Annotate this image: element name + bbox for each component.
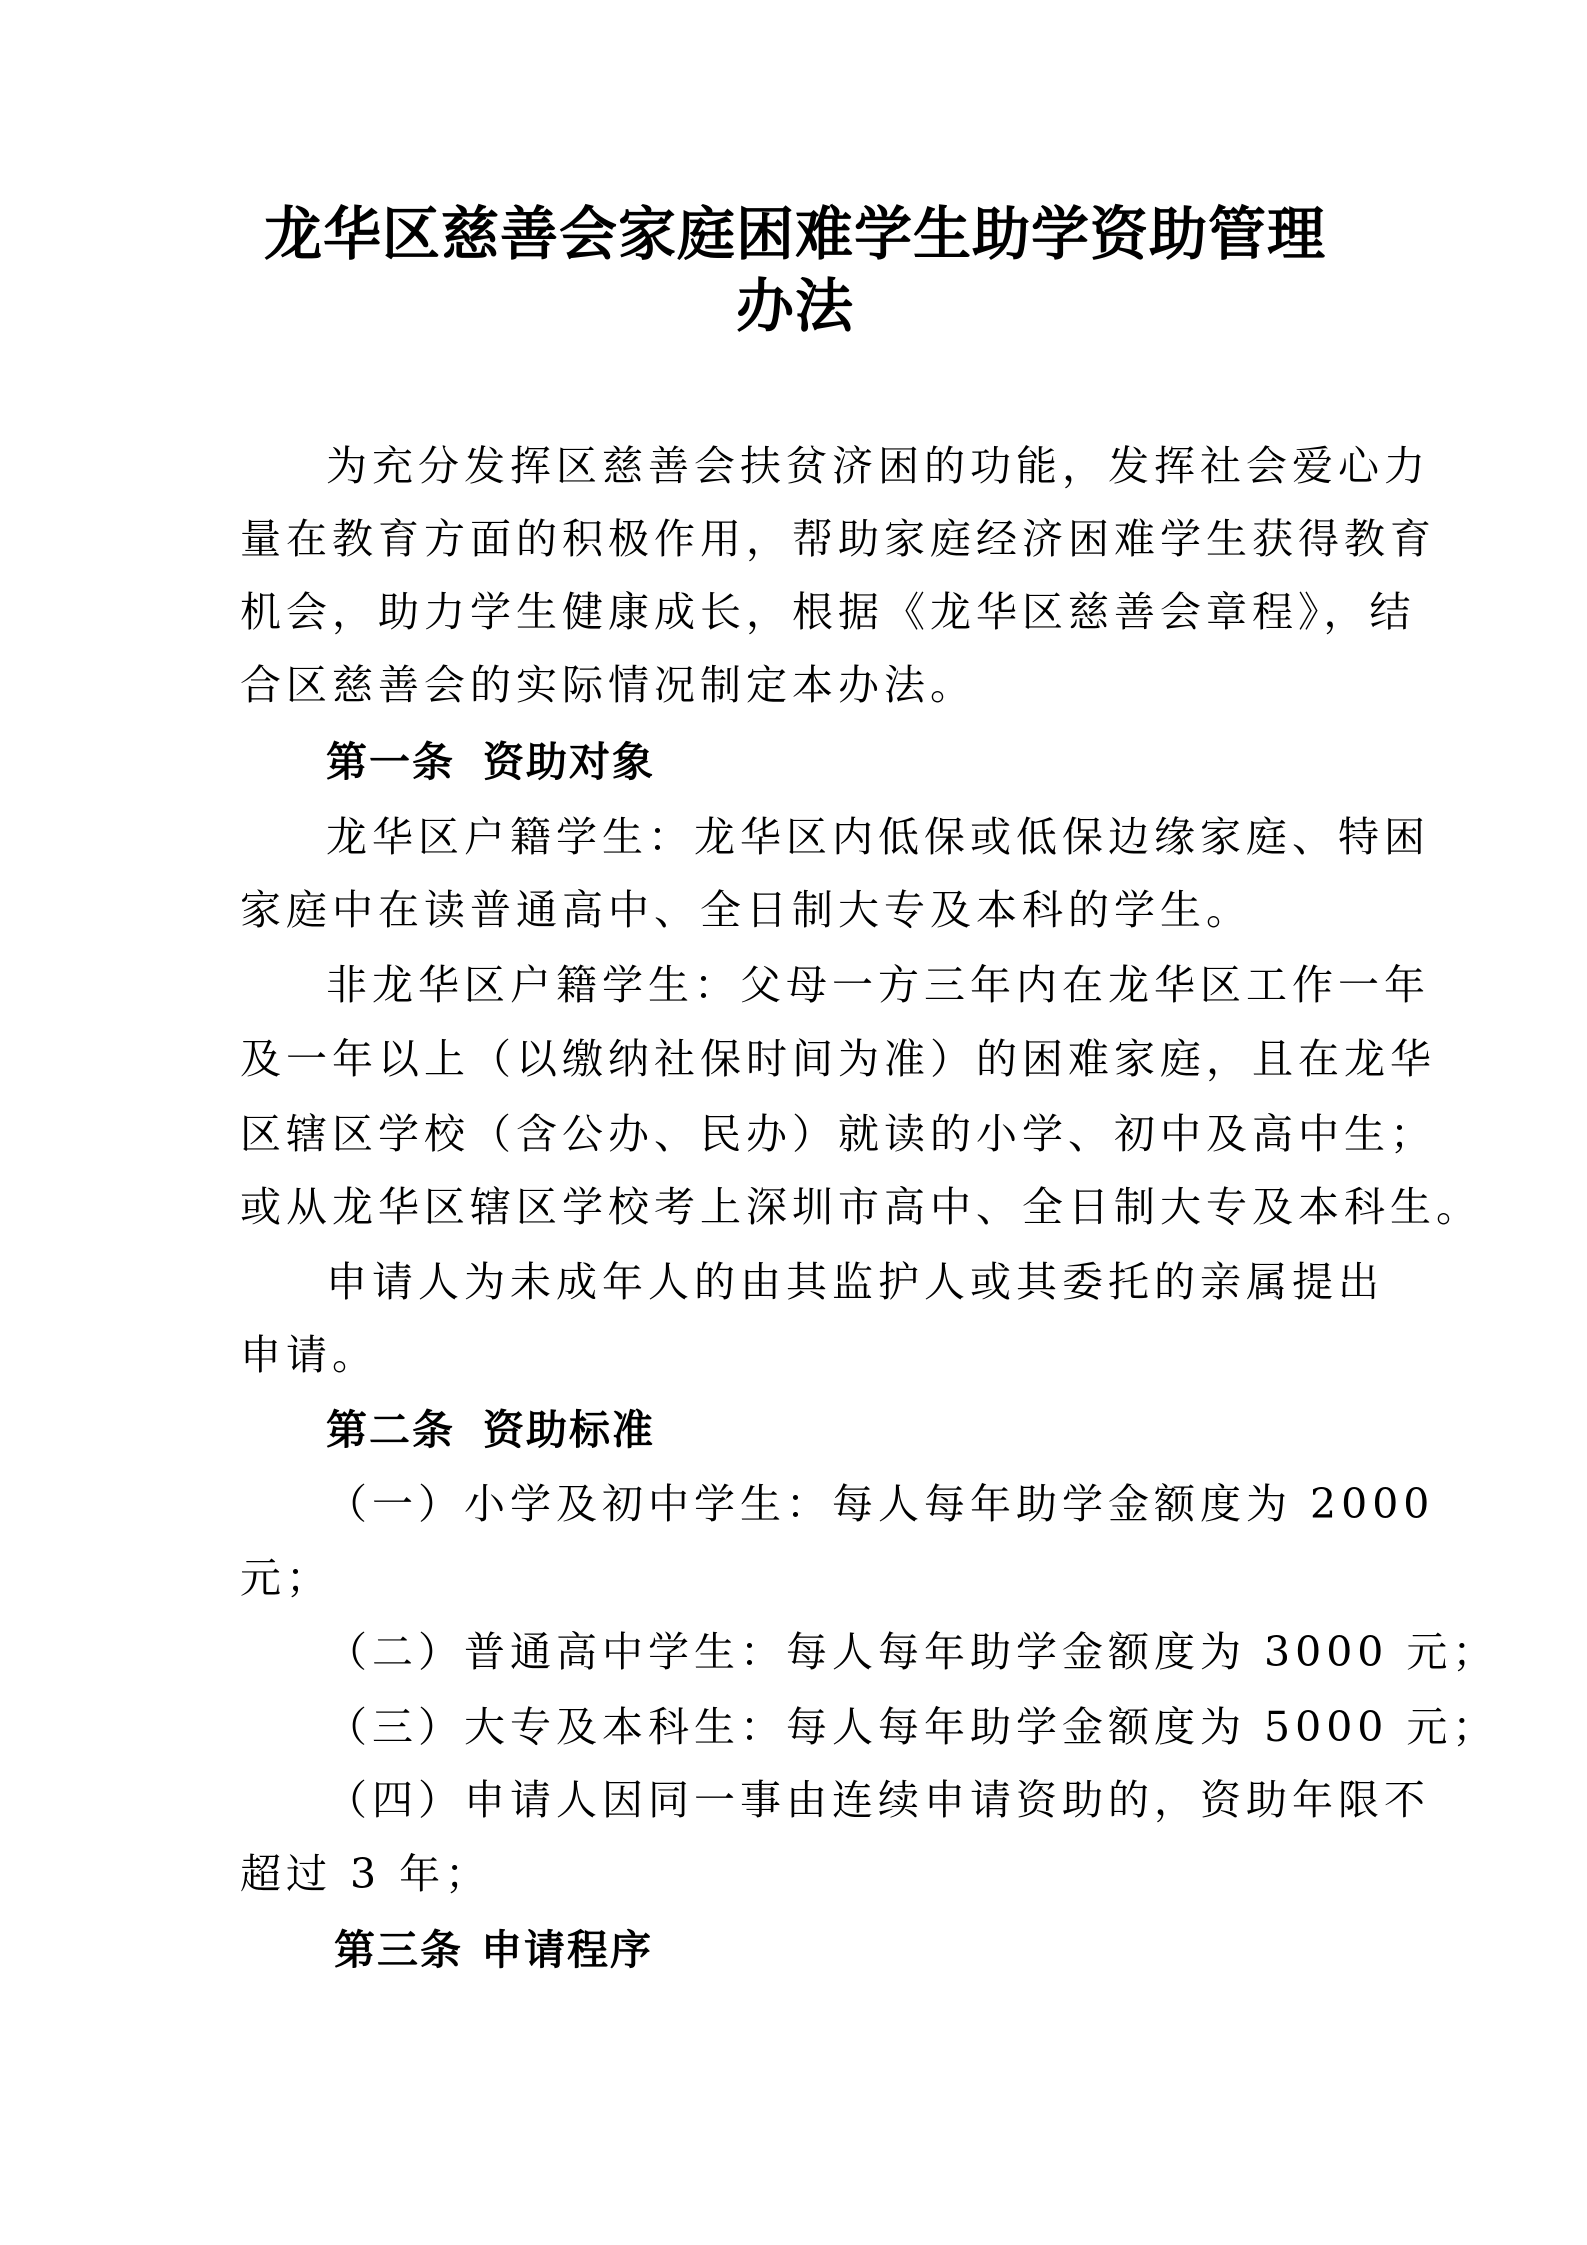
article-1-line-7: 申请人为未成年人的由其监护人或其委托的亲属提出	[326, 1258, 1384, 1306]
document-title-line-2: 办法	[735, 272, 854, 340]
article-2-line-1: （一）小学及初中学生：每人每年助学金额度为 2000	[326, 1480, 1435, 1528]
article-1-line-1: 龙华区户籍学生：龙华区内低保或低保边缘家庭、特困	[326, 813, 1430, 861]
article-2-line-5: （四）申请人因同一事由连续申请资助的，资助年限不	[326, 1776, 1430, 1824]
article-2-heading	[326, 1405, 655, 1455]
preamble-line-2: 量在教育方面的积极作用，帮助家庭经济困难学生获得教育	[240, 515, 1436, 563]
article-1-line-2: 家庭中在读普通高中、全日制大专及本科的学生。	[240, 886, 1252, 934]
article-2-line-3: （二）普通高中学生：每人每年助学金额度为 3000 元；	[326, 1628, 1499, 1676]
preamble-line-4: 合区慈善会的实际情况制定本办法。	[240, 661, 976, 709]
article-2-title: 资助标准	[483, 1406, 655, 1454]
article-1-line-8: 申请。	[240, 1331, 378, 1379]
article-2-line-6: 超过 3 年；	[240, 1850, 492, 1898]
article-3-heading	[334, 1925, 653, 1975]
article-2-number: 第二条	[326, 1406, 455, 1454]
article-1-line-4: 及一年以上（以缴纳社保时间为准）的困难家庭，且在龙华	[240, 1035, 1436, 1083]
article-1-line-6: 或从龙华区辖区学校考上深圳市高中、全日制大专及本科生。	[240, 1183, 1482, 1231]
article-3-number: 第三条	[334, 1926, 463, 1974]
article-1-line-3: 非龙华区户籍学生：父母一方三年内在龙华区工作一年	[326, 961, 1430, 1009]
document-title-line-1: 龙华区慈善会家庭困难学生助学资助管理	[263, 200, 1326, 268]
article-3-title: 申请程序	[481, 1926, 653, 1974]
article-2-line-4: （三）大专及本科生：每人每年助学金额度为 5000 元；	[326, 1703, 1499, 1751]
preamble-line-3: 机会，助力学生健康成长，根据《龙华区慈善会章程》，结	[240, 588, 1416, 636]
article-2-line-2: 元；	[240, 1554, 332, 1602]
article-1-heading	[326, 737, 655, 787]
preamble-line-1: 为充分发挥区慈善会扶贫济困的功能，发挥社会爱心力	[326, 442, 1430, 490]
article-1-number: 第一条	[326, 738, 455, 786]
article-1-line-5: 区辖区学校（含公办、民办）就读的小学、初中及高中生；	[240, 1110, 1436, 1158]
article-1-title: 资助对象	[483, 738, 655, 786]
